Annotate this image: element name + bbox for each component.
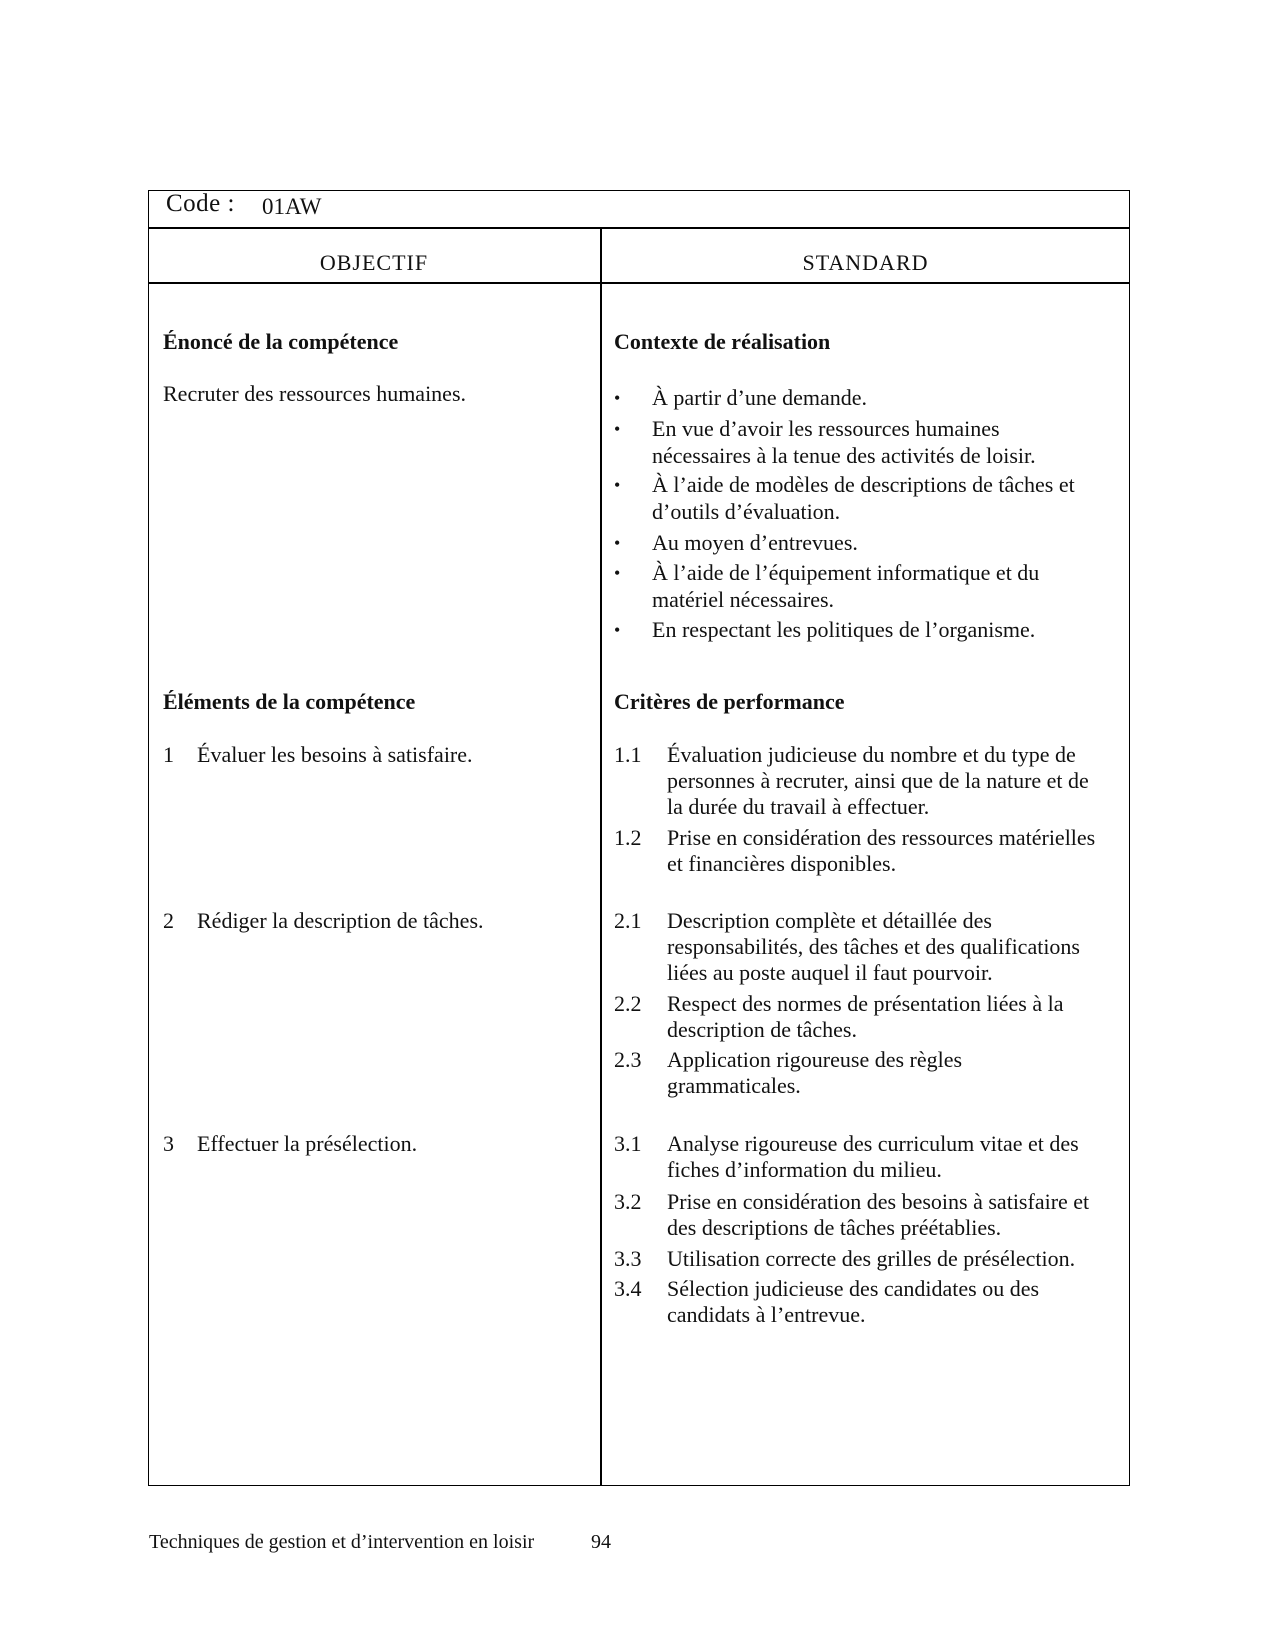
critere-item-2-3: 2.3 Application rigoureuse des règles grammaticales. <box>614 1047 963 1098</box>
contexte-item-2: • En vue d’avoir les ressources humaines nécessaires à la tenue des activités de loisir. <box>614 416 1036 468</box>
contexte-item-5: • À l’aide de l’équipement informatique et du matériel nécessaires. <box>614 560 1040 612</box>
critere-number: 1.1 <box>614 742 642 767</box>
code-label: Code : <box>166 190 235 217</box>
critere-item-3-4: 3.4 Sélection judicieuse des candidates ou des candidats à l’entrevue. <box>614 1276 1040 1327</box>
code-row-divider <box>148 227 1130 229</box>
column-header-objectif: OBJECTIF <box>319 250 429 275</box>
bullet-icon: • <box>614 563 621 583</box>
critere-number: 2.3 <box>614 1047 642 1072</box>
bullet-icon: • <box>614 388 621 408</box>
column-divider <box>600 228 602 1486</box>
element-text: Évaluer les besoins à satisfaire. <box>197 742 473 767</box>
critere-number: 2.1 <box>614 908 642 933</box>
bullet-icon: • <box>614 533 621 553</box>
critere-number: 2.2 <box>614 991 642 1016</box>
element-text: Effectuer la présélection. <box>197 1131 418 1156</box>
contexte-item-3: • À l’aide de modèles de descriptions de tâches et d’outils d’évaluation. <box>614 472 1075 524</box>
criteres-heading: Critères de performance <box>614 689 845 714</box>
enonce-text: Recruter des ressources humaines. <box>163 381 467 406</box>
element-number: 1 <box>163 742 174 767</box>
enonce-heading: Énoncé de la compétence <box>163 329 399 354</box>
element-number: 3 <box>163 1131 174 1156</box>
critere-item-3-3: 3.3 Utilisation correcte des grilles de présélection. <box>614 1246 1076 1271</box>
contexte-item-4: • Au moyen d’entrevues. <box>614 530 858 555</box>
footer-title: Techniques de gestion et d’intervention en loisir <box>149 1531 535 1553</box>
critere-number: 3.1 <box>614 1131 642 1156</box>
critere-number: 3.4 <box>614 1276 642 1301</box>
bullet-icon: • <box>614 419 621 439</box>
critere-item-3-2: 3.2 Prise en considération des besoins à satisfaire et des descriptions de tâches préétablies. <box>614 1189 1090 1240</box>
critere-item-3-1: 3.1 Analyse rigoureuse des curriculum vitae et des fiches d’information du milieu. <box>614 1131 1079 1182</box>
element-item-3 <box>163 1131 583 1161</box>
critere-item-2-1: 2.1 Description complète et détaillée des responsabilités, des tâches et des qualifications liées au poste auquel il faut pourvoir. <box>614 908 1080 985</box>
contexte-item-1: • À partir d’une demande. <box>614 385 868 410</box>
critere-number: 3.2 <box>614 1189 642 1214</box>
critere-number: 1.2 <box>614 825 642 850</box>
element-item-1 <box>163 742 583 772</box>
critere-item-2-2: 2.2 Respect des normes de présentation liées à la description de tâches. <box>614 991 1064 1042</box>
page-number: 94 <box>591 1531 611 1553</box>
bullet-icon: • <box>614 475 621 495</box>
critere-item-1-2: 1.2 Prise en considération des ressources matérielles et financières disponibles. <box>614 825 1096 876</box>
contexte-item-6: • En respectant les politiques de l’organisme. <box>614 617 1036 642</box>
code-value: 01AW <box>262 194 322 219</box>
bullet-icon: • <box>614 620 621 640</box>
header-row-divider <box>148 282 1130 284</box>
element-item-2 <box>163 908 583 938</box>
critere-number: 3.3 <box>614 1246 642 1271</box>
contexte-heading: Contexte de réalisation <box>614 329 831 354</box>
element-number: 2 <box>163 908 174 933</box>
column-header-standard: STANDARD <box>802 250 929 275</box>
critere-item-1-1: 1.1 Évaluation judicieuse du nombre et du type de personnes à recruter, ainsi que de la nature et de la durée du travail à effectuer. <box>614 742 1089 819</box>
elements-heading: Éléments de la compétence <box>163 689 416 714</box>
element-text: Rédiger la description de tâches. <box>197 908 484 933</box>
